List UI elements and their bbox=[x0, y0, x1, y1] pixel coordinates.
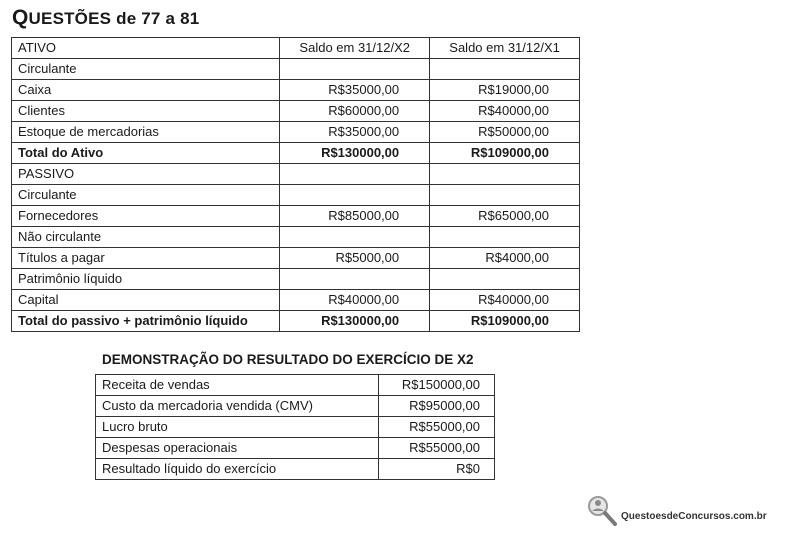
balance-row-label: PASSIVO bbox=[12, 164, 280, 185]
balance-row-label: Circulante bbox=[12, 59, 280, 80]
watermark-logo bbox=[585, 494, 795, 530]
dre-row-label: Custo da mercadoria vendida (CMV) bbox=[96, 396, 379, 417]
balance-row-x2 bbox=[280, 227, 430, 248]
balance-row-x2: R$130000,00 bbox=[280, 311, 430, 332]
balance-row-x1: R$109000,00 bbox=[430, 143, 580, 164]
page-title-initial: Q bbox=[12, 6, 29, 29]
balance-row-x1 bbox=[430, 269, 580, 290]
page-title bbox=[12, 6, 199, 30]
balance-row bbox=[12, 143, 580, 164]
balance-row-x2: R$35000,00 bbox=[280, 80, 430, 101]
balance-row bbox=[12, 59, 580, 80]
balance-row bbox=[12, 269, 580, 290]
balance-sheet-table bbox=[11, 37, 580, 332]
balance-row-x2: R$40000,00 bbox=[280, 290, 430, 311]
dre-row-value: R$0 bbox=[379, 459, 495, 480]
dre-title: DEMONSTRAÇÃO DO RESULTADO DO EXERCÍCIO DE X2 bbox=[102, 352, 474, 367]
balance-row-x2 bbox=[280, 185, 430, 206]
balance-row-x1: R$4000,00 bbox=[430, 248, 580, 269]
dre-row-value: R$55000,00 bbox=[379, 417, 495, 438]
balance-row-label: Total do Ativo bbox=[12, 143, 280, 164]
balance-row-x2: R$60000,00 bbox=[280, 101, 430, 122]
balance-header-row bbox=[12, 38, 580, 59]
balance-row-x1: R$40000,00 bbox=[430, 290, 580, 311]
dre-row-value: R$150000,00 bbox=[379, 375, 495, 396]
header-x1: Saldo em 31/12/X1 bbox=[430, 38, 580, 59]
balance-row-label: Circulante bbox=[12, 185, 280, 206]
balance-row-x1: R$19000,00 bbox=[430, 80, 580, 101]
balance-row-label: Clientes bbox=[12, 101, 280, 122]
watermark-text: QuestoesdeConcursos.com.br bbox=[621, 511, 767, 522]
balance-row-x2: R$5000,00 bbox=[280, 248, 430, 269]
balance-row-label: Caixa bbox=[12, 80, 280, 101]
dre-row-label: Receita de vendas bbox=[96, 375, 379, 396]
balance-row-x1: R$50000,00 bbox=[430, 122, 580, 143]
balance-row-label: Patrimônio líquido bbox=[12, 269, 280, 290]
balance-row-x2 bbox=[280, 59, 430, 80]
balance-row-x1 bbox=[430, 227, 580, 248]
balance-row-x2: R$130000,00 bbox=[280, 143, 430, 164]
balance-row bbox=[12, 122, 580, 143]
balance-row-label: Não circulante bbox=[12, 227, 280, 248]
balance-row-x1 bbox=[430, 59, 580, 80]
dre-row-label: Resultado líquido do exercício bbox=[96, 459, 379, 480]
balance-row bbox=[12, 290, 580, 311]
dre-row bbox=[96, 396, 495, 417]
balance-row bbox=[12, 101, 580, 122]
balance-row bbox=[12, 164, 580, 185]
dre-row bbox=[96, 417, 495, 438]
balance-row-x2 bbox=[280, 269, 430, 290]
balance-row-x1 bbox=[430, 164, 580, 185]
balance-row bbox=[12, 206, 580, 227]
income-statement-table bbox=[95, 374, 495, 480]
dre-row bbox=[96, 438, 495, 459]
balance-row-x1: R$109000,00 bbox=[430, 311, 580, 332]
balance-row-x2 bbox=[280, 164, 430, 185]
dre-row bbox=[96, 375, 495, 396]
dre-row bbox=[96, 459, 495, 480]
balance-row-x1: R$40000,00 bbox=[430, 101, 580, 122]
balance-row-label: Fornecedores bbox=[12, 206, 280, 227]
balance-row bbox=[12, 185, 580, 206]
balance-row-x1: R$65000,00 bbox=[430, 206, 580, 227]
balance-row-label: Capital bbox=[12, 290, 280, 311]
balance-row-x2: R$85000,00 bbox=[280, 206, 430, 227]
balance-row-x2: R$35000,00 bbox=[280, 122, 430, 143]
dre-row-value: R$55000,00 bbox=[379, 438, 495, 459]
page-title-rest: UESTÕES de 77 a 81 bbox=[28, 9, 200, 28]
dre-row-label: Lucro bruto bbox=[96, 417, 379, 438]
balance-row bbox=[12, 80, 580, 101]
balance-row-label: Estoque de mercadorias bbox=[12, 122, 280, 143]
balance-row bbox=[12, 311, 580, 332]
dre-row-value: R$95000,00 bbox=[379, 396, 495, 417]
balance-row-label: Títulos a pagar bbox=[12, 248, 280, 269]
balance-row-label: Total do passivo + patrimônio líquido bbox=[12, 311, 280, 332]
balance-row bbox=[12, 248, 580, 269]
dre-row-label: Despesas operacionais bbox=[96, 438, 379, 459]
header-x2: Saldo em 31/12/X2 bbox=[280, 38, 430, 59]
balance-row bbox=[12, 227, 580, 248]
header-ativo: ATIVO bbox=[12, 38, 280, 59]
balance-row-x1 bbox=[430, 185, 580, 206]
magnifier-person-icon bbox=[585, 494, 621, 528]
